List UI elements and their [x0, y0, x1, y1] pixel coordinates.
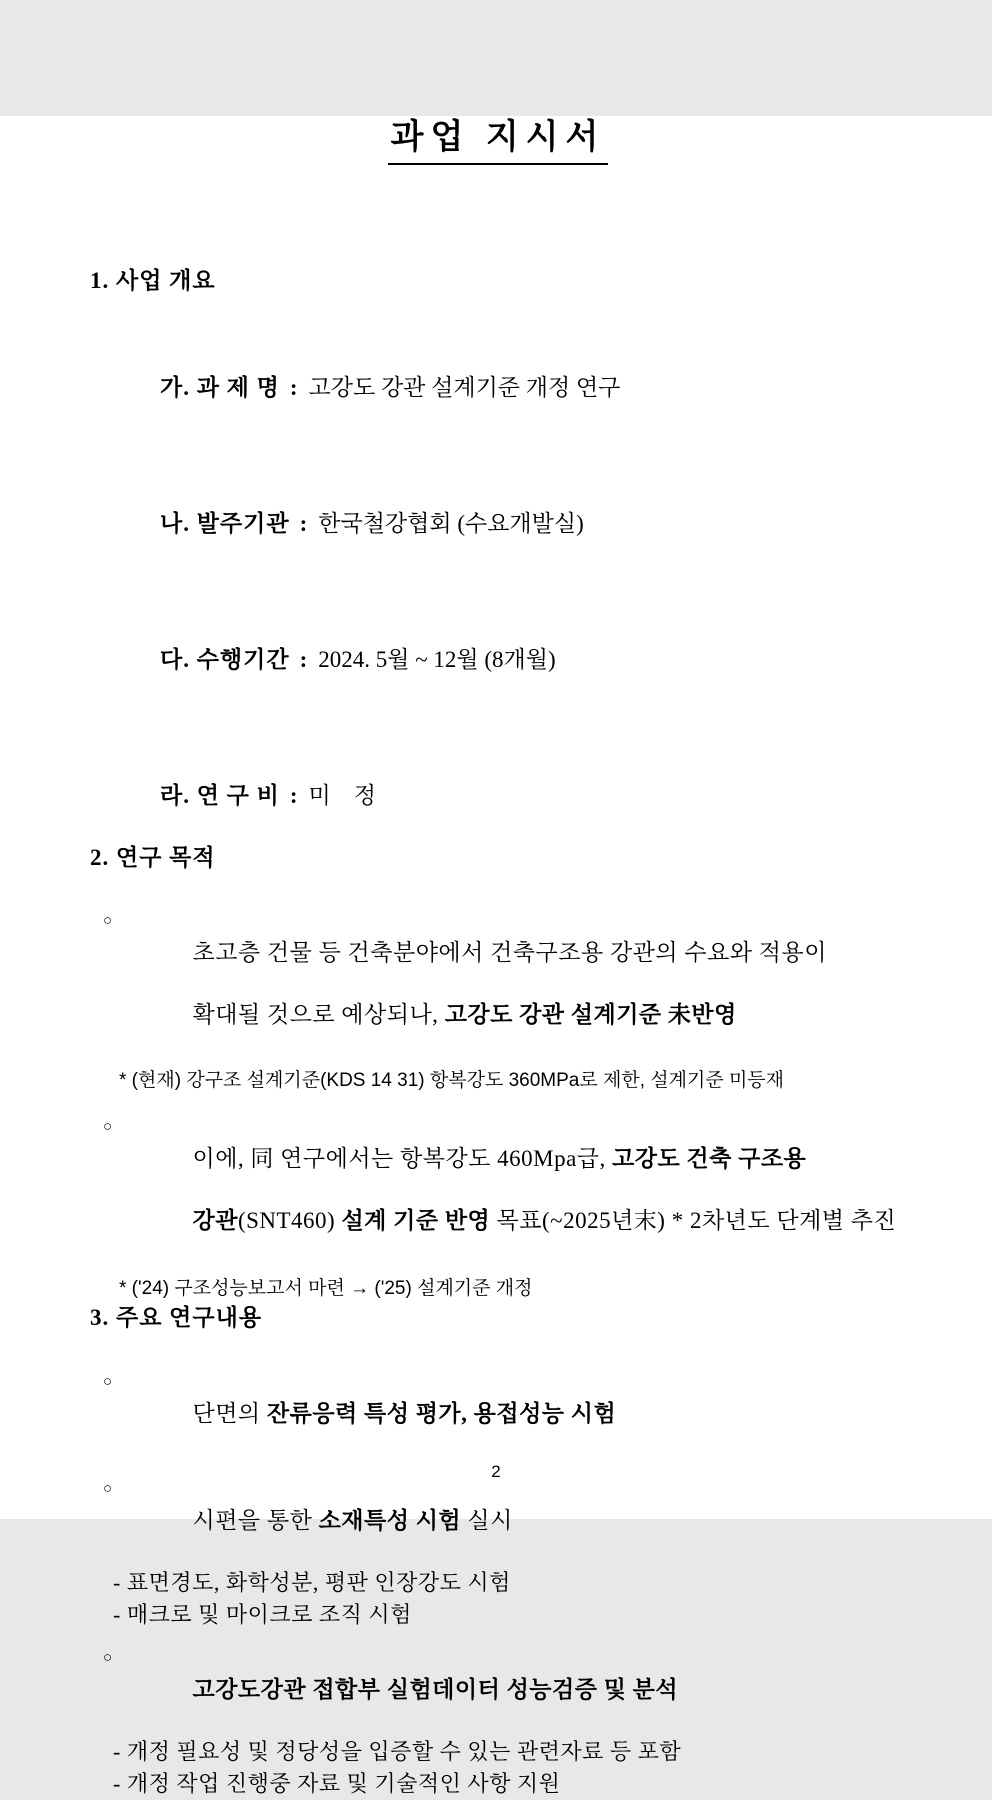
text-run-bold: 소재특성 시험	[318, 1508, 462, 1533]
colon-separator: :	[289, 783, 299, 808]
text-run: 이에, 同 연구에서는 항복강도 460Mpa급,	[192, 1146, 613, 1171]
dash-subitem: - 표면경도, 화학성분, 평판 인장강도 시험	[113, 1570, 511, 1595]
bullet-item	[103, 1112, 906, 1267]
colon-separator: :	[289, 375, 299, 400]
text-run-bold: 고강도 건축 구조용	[612, 1146, 807, 1171]
circle-bullet-icon: ○	[103, 1374, 113, 1390]
dash-subitem: - 개정 작업 진행중 자료 및 기술적인 사항 지원	[113, 1771, 561, 1796]
field-value: 미 정	[308, 783, 376, 808]
text-run: 초고층 건물 등 건축분야에서 건축구조용 강관의 수요와 적용이	[192, 940, 827, 965]
text-run-bold: 고강도강관 접합부 실험데이터 성능검증 및 분석	[192, 1677, 679, 1702]
field-ordering-agency	[114, 477, 906, 570]
circle-bullet-icon: ○	[103, 1119, 113, 1135]
text-run: 실시	[461, 1508, 513, 1533]
section-3-heading: 3. 주요 연구내용	[90, 1305, 263, 1330]
bullet-item	[103, 1643, 906, 1736]
text-run-bold: 고강도 강관 설계기준 未반영	[444, 1002, 737, 1027]
circle-bullet-icon: ○	[103, 1650, 113, 1666]
field-label: 가. 과 제 명	[160, 375, 280, 400]
footnote: * ('24) 구조성능보고서 마련 → ('25) 설계기준 개정	[119, 1278, 533, 1299]
field-value: 고강도 강관 설계기준 개정 연구	[308, 375, 621, 400]
section-research-purpose	[90, 842, 906, 1302]
field-label: 라. 연 구 비	[160, 783, 280, 808]
section-main-research-content	[90, 1302, 906, 1800]
field-project-name	[114, 341, 906, 434]
bullet-text	[130, 906, 827, 1061]
colon-separator: :	[299, 647, 309, 672]
field-label: 나. 발주기관	[160, 511, 290, 536]
text-run: 확대될 것으로 예상되나,	[192, 1002, 445, 1027]
field-project-period	[114, 613, 906, 706]
text-run: 목표(~2025년末) * 2차년도 단계별 추진	[490, 1208, 897, 1233]
section-project-overview	[90, 265, 906, 842]
bullet-text	[130, 1112, 896, 1267]
section-2-heading: 2. 연구 목적	[90, 845, 216, 870]
field-value: 한국철강협회 (수요개발실)	[318, 511, 584, 536]
dash-subitem: - 개정 필요성 및 정당성을 입증할 수 있는 관련자료 등 포함	[113, 1739, 682, 1764]
text-run: 시편을 통한	[192, 1508, 319, 1533]
document-title: 과업 지시서	[388, 116, 609, 165]
field-value: 2024. 5월 ~ 12월 (8개월)	[318, 647, 556, 672]
text-run-bold: 설계 기준 반영	[341, 1208, 491, 1233]
text-run: 단면의	[192, 1401, 267, 1426]
bullet-text	[130, 1643, 678, 1736]
footnote: * (현재) 강구조 설계기준(KDS 14 31) 항복강도 360MPa로 제한, 설계기준 미등재	[119, 1070, 785, 1091]
colon-separator: :	[299, 511, 309, 536]
bullet-item	[103, 1474, 906, 1567]
field-research-budget	[114, 749, 906, 842]
dash-subitem: - 매크로 및 마이크로 조직 시험	[113, 1602, 412, 1627]
page-number: 2	[491, 1462, 501, 1481]
circle-bullet-icon: ○	[103, 913, 113, 929]
field-label: 다. 수행기간	[160, 647, 290, 672]
document-content	[0, 116, 992, 1800]
text-run: (SNT460)	[237, 1208, 342, 1233]
bullet-item	[103, 906, 906, 1061]
bullet-text	[130, 1367, 616, 1460]
bullet-item	[103, 1367, 906, 1460]
circle-bullet-icon: ○	[103, 1481, 113, 1497]
section-1-heading: 1. 사업 개요	[90, 268, 216, 293]
text-run-bold: 강관	[192, 1208, 238, 1233]
text-run-bold: 잔류응력 특성 평가, 용접성능 시험	[266, 1401, 617, 1426]
document-page	[0, 116, 992, 1796]
bullet-text	[130, 1474, 513, 1567]
